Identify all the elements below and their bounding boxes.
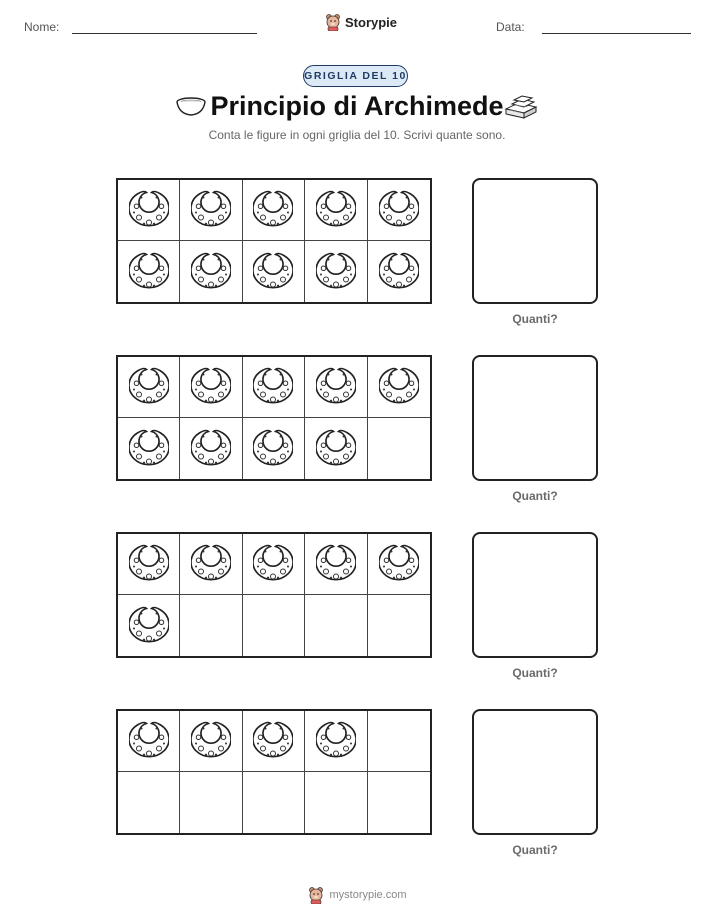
floating-ring-icon (129, 606, 169, 646)
floating-ring-icon (129, 252, 169, 292)
brand-name: Storypie (345, 14, 398, 30)
ten-frame-cell (305, 241, 367, 302)
ten-frame-cell (180, 711, 242, 772)
name-label: Nome: (24, 20, 60, 34)
ten-frame-cell (305, 357, 367, 418)
ten-frame-cell (305, 180, 367, 241)
ten-frame-cell (180, 418, 242, 479)
ten-frame-cell (118, 241, 180, 302)
answer-prompt: Quanti? (512, 666, 558, 680)
ten-frame-cell (180, 595, 242, 656)
floating-ring-icon (129, 721, 169, 761)
floating-ring-icon (191, 367, 231, 407)
floating-ring-icon (191, 190, 231, 230)
date-label: Data: (496, 20, 525, 34)
instructions: Conta le figure in ogni griglia del 10. Scrivi quante sono. (208, 128, 506, 142)
floating-ring-icon (129, 429, 169, 469)
worksheet-badge: GRIGLIA DEL 10 (303, 65, 408, 87)
ten-frame-cell (243, 357, 305, 418)
ten-frame-cell (368, 534, 430, 595)
ten-frame-cell (118, 595, 180, 656)
floating-ring-icon (253, 190, 293, 230)
floating-ring-icon (316, 252, 356, 292)
ten-frame-cell (305, 418, 367, 479)
ten-frame-cell (180, 772, 242, 833)
ten-frame-cell (243, 418, 305, 479)
ten-frame (116, 709, 432, 835)
answer-box[interactable] (472, 532, 598, 658)
ten-frame-cell (305, 595, 367, 656)
floating-ring-icon (316, 544, 356, 584)
floating-ring-icon (129, 367, 169, 407)
floating-ring-icon (379, 367, 419, 407)
date-field[interactable] (542, 33, 691, 34)
bear-mascot-icon (324, 13, 342, 31)
ten-frame-cell (180, 357, 242, 418)
floating-ring-icon (379, 252, 419, 292)
floating-ring-icon (253, 429, 293, 469)
floating-ring-icon (253, 367, 293, 407)
ten-frame-cell (243, 711, 305, 772)
gold-bars-icon (504, 95, 538, 119)
page-title: Principio di Archimede (210, 91, 504, 121)
floating-ring-icon (316, 190, 356, 230)
ten-frame-cell (368, 595, 430, 656)
answer-prompt: Quanti? (512, 489, 558, 503)
floating-ring-icon (253, 544, 293, 584)
name-field[interactable] (72, 33, 257, 34)
answer-prompt: Quanti? (512, 843, 558, 857)
floating-ring-icon (129, 190, 169, 230)
floating-ring-icon (253, 721, 293, 761)
ten-frame-cell (118, 534, 180, 595)
footer (0, 886, 714, 904)
floating-ring-icon (316, 429, 356, 469)
ten-frame-cell (243, 772, 305, 833)
floating-ring-icon (253, 252, 293, 292)
floating-ring-icon (316, 721, 356, 761)
floating-ring-icon (191, 721, 231, 761)
ten-frame-cell (368, 180, 430, 241)
ten-frame-cell (305, 534, 367, 595)
answer-prompt: Quanti? (512, 312, 558, 326)
ten-frame-cell (243, 595, 305, 656)
ten-frame-cell (180, 534, 242, 595)
ten-frame-cell (118, 711, 180, 772)
answer-box[interactable] (472, 178, 598, 304)
ten-frame-cell (118, 357, 180, 418)
ten-frame-cell (180, 241, 242, 302)
floating-ring-icon (191, 252, 231, 292)
ten-frame-cell (243, 534, 305, 595)
ten-frame-cell (243, 241, 305, 302)
ten-frame-cell (118, 772, 180, 833)
ten-frame-cell (305, 711, 367, 772)
answer-box[interactable] (472, 355, 598, 481)
ten-frame-cell (368, 241, 430, 302)
bear-mascot-icon (307, 886, 325, 904)
ten-frame-cell (243, 180, 305, 241)
floating-ring-icon (191, 544, 231, 584)
ten-frame-cell (368, 418, 430, 479)
ten-frame-cell (180, 180, 242, 241)
ten-frame-cell (118, 180, 180, 241)
ten-frame (116, 178, 432, 304)
ten-frame-cell (118, 418, 180, 479)
ten-frame (116, 355, 432, 481)
ten-frame-cell (305, 772, 367, 833)
floating-ring-icon (316, 367, 356, 407)
floating-ring-icon (379, 190, 419, 230)
floating-ring-icon (379, 544, 419, 584)
ten-frame-cell (368, 772, 430, 833)
ten-frame-cell (368, 357, 430, 418)
answer-box[interactable] (472, 709, 598, 835)
ten-frame (116, 532, 432, 658)
floating-ring-icon (129, 544, 169, 584)
footer-url: mystorypie.com (329, 889, 407, 901)
floating-ring-icon (191, 429, 231, 469)
brand-logo (324, 13, 397, 31)
ten-frame-cell (368, 711, 430, 772)
